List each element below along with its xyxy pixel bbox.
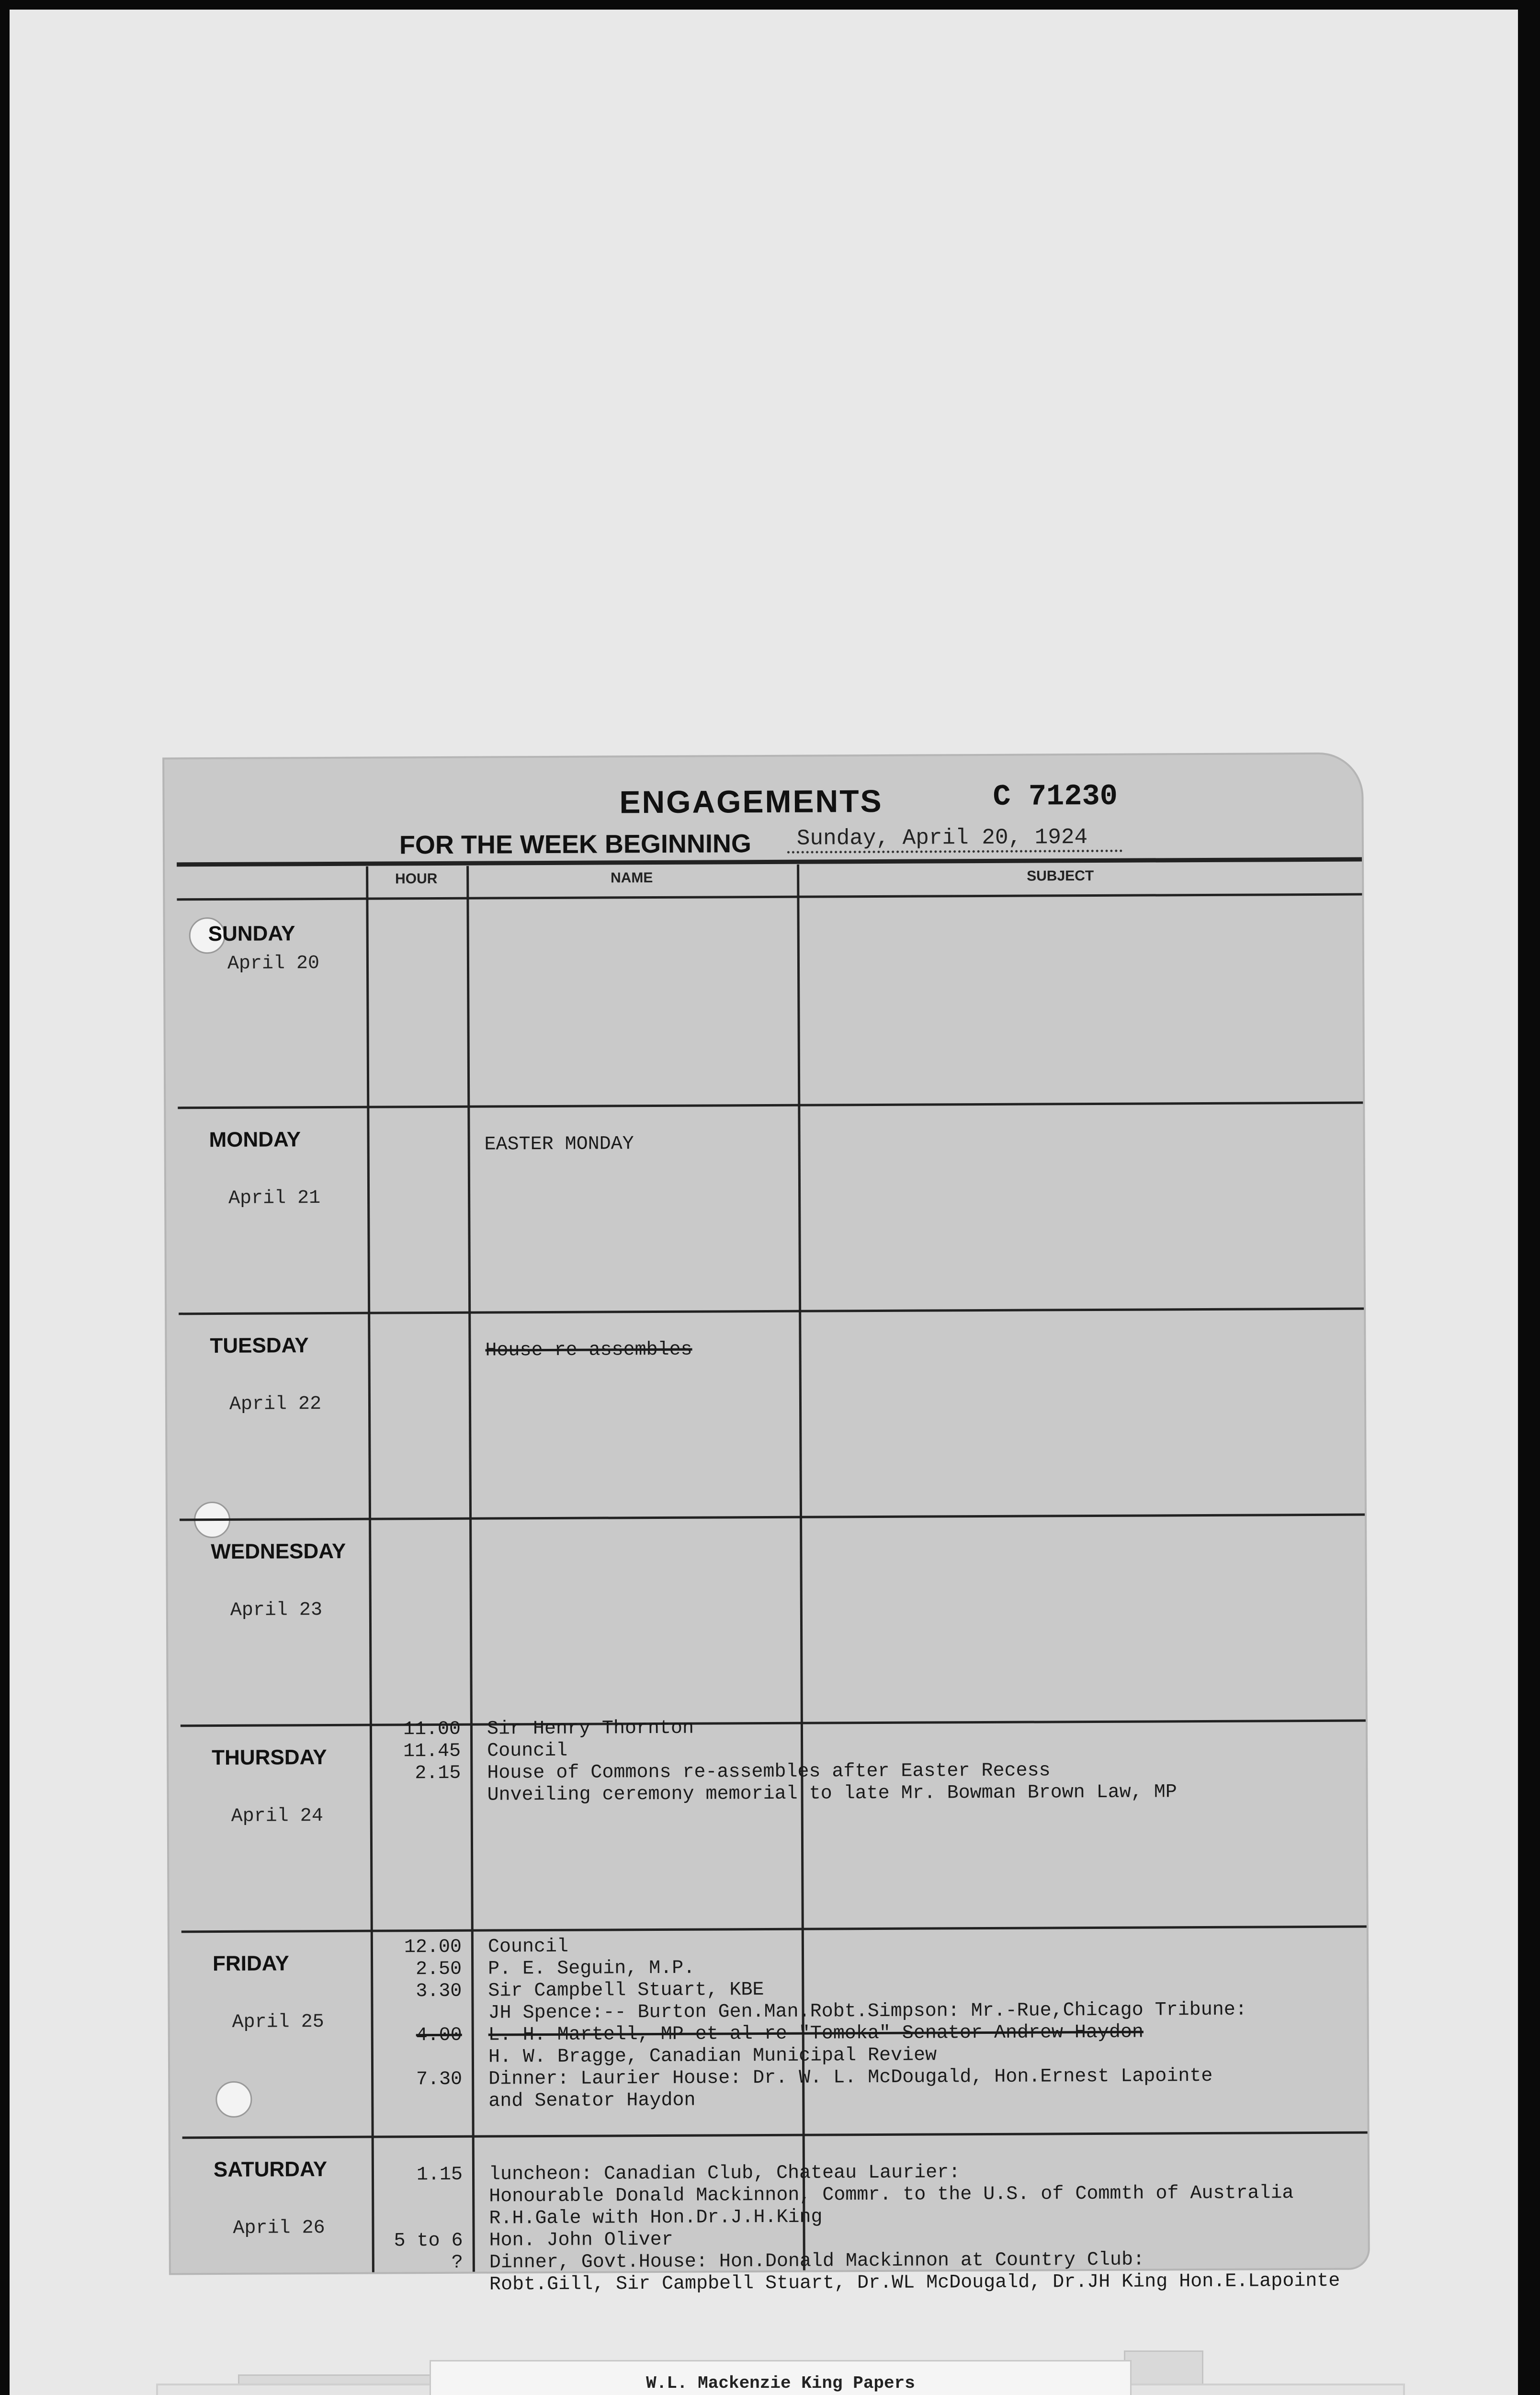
name-column-rule <box>466 866 475 2272</box>
card-title: ENGAGEMENTS <box>619 783 883 820</box>
collection-label-line-1: W.L. Mackenzie King Papers <box>646 2373 915 2393</box>
entry-text: L. H. Martell, MP et al re "Tomoka" Senator Andrew Haydon <box>488 2021 1144 2046</box>
entry-text: Sir Campbell Stuart, KBE <box>488 1979 764 2002</box>
entry-hour: ? <box>451 2252 463 2274</box>
day-date: April 26 <box>233 2217 325 2239</box>
entry-text: Hon. John Oliver <box>489 2229 673 2252</box>
entry-hour: 2.15 <box>415 1762 461 1785</box>
day-name: WEDNESDAY <box>211 1539 346 1564</box>
hour-column-rule <box>366 867 374 2272</box>
day-name: SATURDAY <box>213 2157 328 2182</box>
entry-text: Unveiling ceremony memorial to late Mr. Bowman Brown Law, MP <box>487 1781 1177 1806</box>
day-date: April 20 <box>227 953 320 975</box>
entry-text: House of Commons re-assembles after Easter Recess <box>487 1760 1051 1784</box>
hour-header: HOUR <box>395 870 438 887</box>
entry-hour: 11.45 <box>403 1740 461 1763</box>
entry-text: P. E. Seguin, M.P. <box>488 1957 695 1980</box>
header-rule <box>177 857 1362 867</box>
engagement-card <box>164 754 1368 2296</box>
entry-hour: 1.15 <box>416 2164 463 2186</box>
day-date: April 21 <box>228 1187 321 1209</box>
collection-label <box>431 2361 1130 2395</box>
day-date: April 23 <box>230 1599 322 1621</box>
entry-hour: 5 to 6 <box>394 2230 463 2252</box>
day-separator <box>179 1308 1364 1315</box>
entry-text: Council <box>487 1936 569 1958</box>
table-header-rule <box>177 893 1362 901</box>
subject-header: SUBJECT <box>1027 868 1094 884</box>
entry-text: H. W. Bragge, Canadian Municipal Review <box>488 2044 937 2068</box>
day-date: April 25 <box>232 2011 324 2033</box>
entry-hour: 2.50 <box>416 1958 462 1981</box>
entry-hour: 7.30 <box>416 2068 463 2091</box>
entry-text: Robt.Gill, Sir Campbell Stuart, Dr.WL McDougald, Dr.JH King Hon.E.Lapointe <box>489 2270 1340 2296</box>
entry-text: Dinner, Govt.House: Hon.Donald Mackinnon at Country Club: <box>489 2249 1145 2274</box>
day-separator <box>178 1102 1363 1109</box>
entry-text: House re-assembles <box>485 1339 692 1362</box>
entry-hour: 11.00 <box>403 1718 461 1741</box>
day-separator <box>180 1514 1365 1521</box>
day-separator <box>181 1720 1366 1727</box>
day-date: April 22 <box>229 1393 322 1415</box>
entry-hour: 12.00 <box>404 1936 462 1959</box>
entry-text: JH Spence:-- Burton Gen.Man.Robt.Simpson: Mr.-Rue,Chicago Tribune: <box>488 1999 1247 2024</box>
entry-text: Dinner: Laurier House: Dr. W. L. McDougald, Hon.Ernest Lapointe <box>488 2065 1213 2090</box>
day-separator <box>182 2132 1368 2139</box>
day-date: April 24 <box>231 1805 323 1827</box>
day-name: MONDAY <box>209 1128 301 1152</box>
entry-text: EASTER MONDAY <box>484 1133 634 1156</box>
day-name: SUNDAY <box>208 922 295 946</box>
entry-hour: 4.00 <box>416 2024 462 2047</box>
entry-text: and Senator Haydon <box>488 2089 696 2112</box>
week-label: FOR THE WEEK BEGINNING <box>399 829 752 860</box>
entry-text: Sir Henry Thornton <box>487 1717 694 1740</box>
entry-text: Honourable Donald Mackinnon, Commr. to the U.S. of Commth of Australia <box>489 2182 1294 2208</box>
week-date: Sunday, April 20, 1924 <box>787 825 1122 854</box>
entry-hour: 3.30 <box>416 1980 462 2003</box>
day-name: THURSDAY <box>212 1745 327 1770</box>
entry-text: R.H.Gale with Hon.Dr.J.H.King <box>489 2206 823 2230</box>
entry-text: luncheon: Canadian Club, Chateau Laurier: <box>488 2162 961 2186</box>
entry-text: Council <box>487 1740 568 1762</box>
day-name: TUESDAY <box>210 1334 309 1358</box>
name-header: NAME <box>610 870 653 886</box>
card-number: C 71230 <box>993 779 1118 814</box>
punch-hole <box>215 2081 252 2118</box>
day-separator <box>181 1926 1367 1933</box>
day-name: FRIDAY <box>212 1951 289 1976</box>
